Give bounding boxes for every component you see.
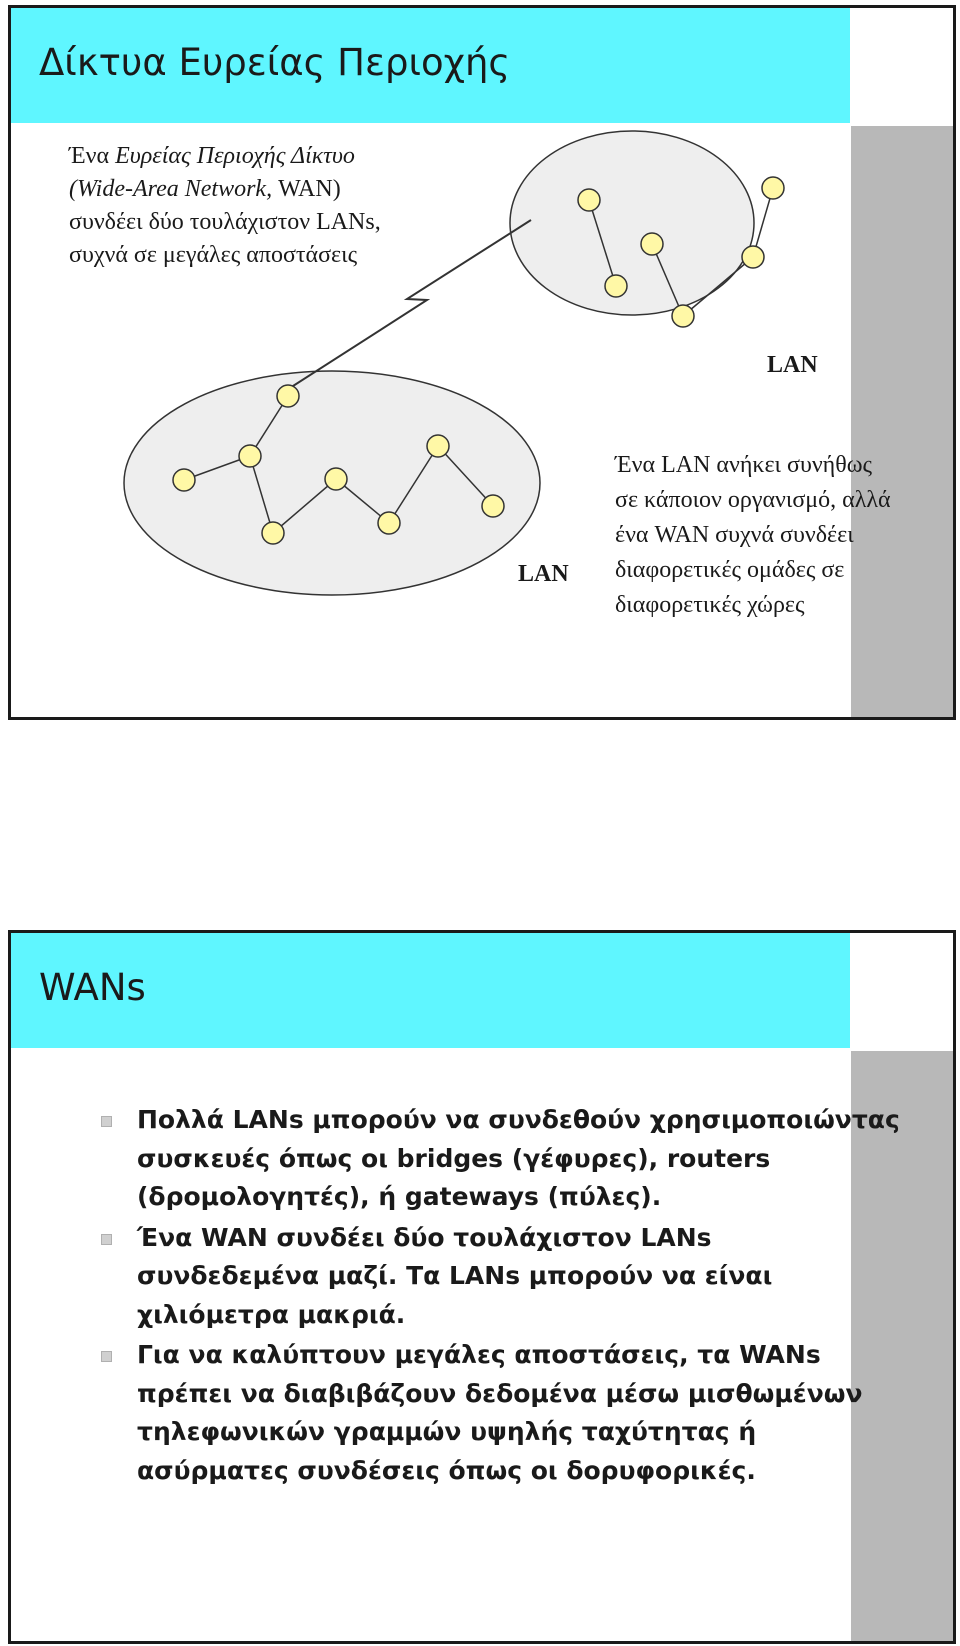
bullet-item — [101, 1219, 901, 1335]
lan-description-line: διαφορετικές ομάδες σε — [615, 557, 845, 583]
network-node — [578, 189, 600, 211]
lan-description-line: Ένα LAN ανήκει συνήθως — [615, 452, 873, 478]
network-node — [173, 469, 195, 491]
bullet-text: Πολλά LANs μπορούν να συνδεθούν χρησιμοποιώντας συσκευές όπως οι bridges (γέφυρες), routers (δρομολογητές), ή gateways (πύλες). — [137, 1105, 900, 1211]
intro-line — [69, 140, 381, 173]
square-bullet-icon — [101, 1116, 112, 1127]
network-node — [641, 233, 663, 255]
slide-wans — [8, 930, 956, 1644]
lan-description — [615, 448, 891, 623]
slide-title: Δίκτυα Ευρείας Περιοχής — [39, 41, 511, 84]
network-node — [482, 495, 504, 517]
lan-label-bottom: LAN — [518, 561, 569, 587]
network-node — [427, 435, 449, 457]
intro-run: συχνά σε μεγάλες αποστάσεις — [69, 242, 358, 268]
intro-run: Ένα — [69, 143, 116, 169]
intro-line — [69, 239, 381, 272]
lan-description-line: σε κάποιον οργανισμό, αλλά — [615, 487, 891, 513]
lan-description-line: διαφορετικές χώρες — [615, 592, 805, 618]
intro-line — [69, 173, 381, 206]
lan-label-top: LAN — [767, 352, 818, 378]
network-node — [672, 305, 694, 327]
network-node — [605, 275, 627, 297]
bullet-text: Για να καλύπτουν μεγάλες αποστάσεις, τα WANs πρέπει να διαβιβάζουν δεδομένα μέσω μισθωμένων τηλεφωνικών γραμμών υψηλής ταχύτητας ή ασύρματες συνδέσεις όπως οι δορυφορικές. — [137, 1340, 863, 1485]
intro-run: Ευρείας Περιοχής Δίκτυο — [115, 143, 355, 169]
bullet-text: Ένα WAN συνδέει δύο τουλάχιστον LANs συνδεδεμένα μαζί. Τα LANs μπορούν να είναι χιλιόμετρα μακριά. — [137, 1222, 773, 1329]
intro-run: (Wide-Area Network, — [69, 176, 279, 202]
slide-wan-diagram — [8, 5, 956, 720]
network-node — [378, 512, 400, 534]
lan-description-line: ένα WAN συχνά συνδέει — [615, 522, 854, 548]
square-bullet-icon — [101, 1234, 112, 1245]
network-node — [325, 468, 347, 490]
network-node — [277, 385, 299, 407]
intro-run: συνδέει δύο τουλάχιστον LANs, — [69, 209, 381, 235]
intro-text — [69, 140, 381, 272]
network-node — [762, 177, 784, 199]
intro-line — [69, 206, 381, 239]
square-bullet-icon — [101, 1351, 112, 1362]
bullet-item — [101, 1336, 901, 1490]
intro-run: WAN) — [278, 176, 341, 202]
network-node — [262, 522, 284, 544]
slide-title: WANs — [39, 966, 146, 1009]
network-node — [742, 246, 764, 268]
bullet-item — [101, 1101, 901, 1217]
bullet-list — [101, 1101, 901, 1492]
network-node — [239, 445, 261, 467]
